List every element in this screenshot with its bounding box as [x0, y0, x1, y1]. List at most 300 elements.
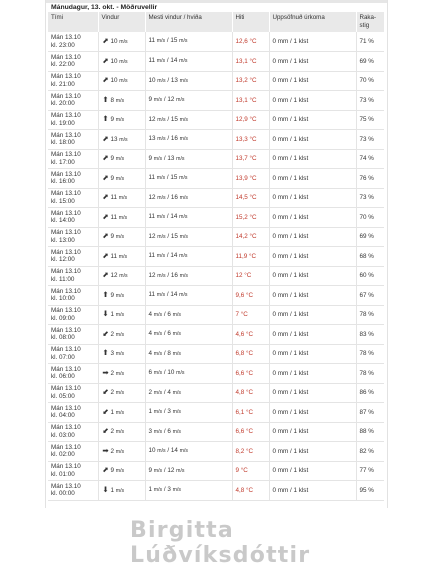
- date-text: Mán 13.10: [51, 287, 81, 295]
- max-wind-unit: m/s: [153, 331, 163, 337]
- gust-separator: /: [167, 115, 170, 123]
- hour-text: kl. 16:00: [51, 178, 75, 186]
- wind-speed: 11: [110, 194, 118, 201]
- max-wind: 2: [148, 388, 153, 396]
- humidity-cell: 78 %: [356, 344, 384, 364]
- time-cell: [48, 169, 98, 189]
- wind-cell: [98, 188, 145, 208]
- gust-cell: [145, 422, 232, 442]
- humidity-cell: 87 %: [356, 403, 384, 423]
- table-row: [48, 325, 384, 345]
- time-cell: [48, 32, 98, 52]
- arrow-s-icon: ⬇: [102, 484, 109, 494]
- precipitation-cell: 0 mm / 1 klst: [269, 110, 356, 130]
- gust-separator: /: [163, 369, 166, 376]
- max-wind: 11: [148, 252, 156, 259]
- max-wind-unit: m/s: [156, 253, 166, 259]
- gust-cell: [145, 442, 232, 462]
- wind-speed: 10: [110, 57, 118, 65]
- humidity-cell: 73 %: [356, 91, 384, 111]
- max-wind: 1: [148, 408, 153, 415]
- arrow-ne-icon: ⬈: [102, 35, 109, 45]
- precipitation-cell: 0 mm / 1 klst: [269, 403, 356, 423]
- table-row: [48, 344, 384, 364]
- precipitation-cell: 0 mm / 1 klst: [269, 169, 356, 189]
- hour-text: kl. 15:00: [51, 197, 75, 205]
- humidity-cell: 69 %: [356, 52, 384, 72]
- table-row: [48, 305, 384, 325]
- wind-unit: m/s: [115, 448, 125, 455]
- humidity-cell: 78 %: [356, 364, 384, 384]
- max-wind-unit: m/s: [157, 272, 166, 279]
- wind-cell: [98, 130, 145, 150]
- max-wind: 9: [148, 466, 153, 474]
- time-cell: [48, 149, 98, 169]
- arrow-ne-icon: ⬈: [102, 211, 109, 221]
- wind-unit: m/s: [115, 97, 125, 104]
- humidity-cell: 83 %: [356, 325, 384, 345]
- wind-unit: m/s: [119, 136, 128, 143]
- table-row: [48, 110, 384, 130]
- date-text: Mán 13.10: [51, 170, 81, 178]
- gust-unit: m/s: [179, 272, 188, 279]
- table-row: [48, 266, 384, 286]
- gust-cell: [145, 110, 232, 130]
- arrow-e-icon: ➡: [102, 445, 109, 455]
- gust-speed: 14: [170, 57, 178, 64]
- date-text: Mán 13.10: [51, 34, 81, 41]
- hour-text: kl. 12:00: [51, 256, 75, 264]
- gust-speed: 15: [170, 174, 178, 181]
- time-cell: [48, 266, 98, 286]
- table-row: [48, 208, 384, 228]
- wind-unit: m/s: [115, 117, 125, 123]
- wind-cell: [98, 32, 145, 52]
- gust-unit: m/s: [172, 311, 181, 318]
- table-row: [48, 130, 384, 150]
- gust-unit: m/s: [179, 292, 188, 298]
- gust-separator: /: [166, 37, 169, 45]
- precipitation-cell: 0 mm / 1 klst: [269, 227, 356, 247]
- date-text: Mán 13.10: [51, 112, 81, 120]
- wind-speed: 8: [110, 96, 115, 104]
- wind-speed: 1: [110, 311, 115, 318]
- wind-cell: [98, 71, 145, 91]
- hour-text: kl. 10:00: [51, 295, 75, 303]
- date-text: Mán 13.10: [51, 248, 81, 256]
- gust-separator: /: [163, 154, 166, 162]
- max-wind: 12: [148, 115, 156, 123]
- humidity-cell: 95 %: [356, 481, 384, 501]
- table-row: [48, 442, 384, 462]
- temperature-cell: 4,8 °C: [232, 481, 269, 501]
- wind-cell: [98, 344, 145, 364]
- gust-unit: m/s: [179, 448, 188, 454]
- gust-separator: /: [166, 291, 169, 298]
- humidity-cell: 70 %: [356, 208, 384, 228]
- wind-speed: 10: [110, 37, 118, 45]
- date-text: Mán 13.10: [51, 190, 81, 198]
- gust-cell: [145, 247, 232, 267]
- precipitation-cell: 0 mm / 1 klst: [269, 52, 356, 72]
- time-cell: [48, 247, 98, 267]
- arrow-n-icon: ⬆: [102, 289, 109, 299]
- time-cell: [48, 130, 98, 150]
- max-wind-unit: m/s: [156, 292, 166, 298]
- gust-speed: 14: [170, 291, 178, 298]
- gust-speed: 15: [170, 37, 178, 45]
- date-text: Mán 13.10: [51, 385, 81, 393]
- day-location-heading: Mánudagur, 13. okt. - Möðruvellir: [51, 4, 158, 11]
- temperature-cell: 13,1 °C: [232, 91, 269, 111]
- gust-speed: 10: [167, 369, 175, 376]
- wind-cell: [98, 149, 145, 169]
- arrow-sw-icon: ⬋: [102, 406, 109, 416]
- arrow-ne-icon: ⬈: [102, 231, 109, 240]
- max-wind: 9: [148, 154, 153, 162]
- humidity-cell: 74 %: [356, 149, 384, 169]
- gust-unit: m/s: [172, 350, 181, 357]
- gust-cell: [145, 227, 232, 247]
- hour-text: kl. 20:00: [51, 100, 75, 108]
- gust-separator: /: [163, 408, 166, 415]
- time-cell: [48, 110, 98, 130]
- gust-separator: /: [163, 466, 166, 474]
- precipitation-cell: 0 mm / 1 klst: [269, 364, 356, 384]
- max-wind: 4: [148, 310, 153, 318]
- arrow-sw-icon: ⬋: [102, 387, 109, 396]
- arrow-ne-icon: ⬈: [102, 465, 109, 474]
- table-row: [48, 188, 384, 208]
- gust-separator: /: [163, 349, 166, 357]
- date-text: Mán 13.10: [51, 482, 81, 490]
- precipitation-cell: 0 mm / 1 klst: [269, 32, 356, 52]
- gust-separator: /: [163, 486, 166, 493]
- max-wind-unit: m/s: [153, 409, 163, 415]
- max-wind-unit: m/s: [157, 233, 166, 240]
- max-wind-unit: m/s: [157, 194, 166, 201]
- temperature-cell: 6,1 °C: [232, 403, 269, 423]
- date-text: Mán 13.10: [51, 73, 81, 81]
- gust-unit: m/s: [172, 487, 181, 493]
- humidity-cell: 75 %: [356, 110, 384, 130]
- max-wind: 9: [148, 96, 153, 103]
- max-wind-unit: m/s: [153, 155, 163, 162]
- precipitation-cell: 0 mm / 1 klst: [269, 481, 356, 501]
- wind-cell: [98, 286, 145, 306]
- date-text: Mán 13.10: [51, 404, 81, 412]
- gust-cell: [145, 364, 232, 384]
- max-wind-unit: m/s: [157, 77, 166, 84]
- wind-speed: 12: [110, 272, 118, 279]
- gust-separator: /: [166, 213, 169, 220]
- wind-speed: 11: [110, 252, 118, 260]
- hour-text: kl. 00:00: [51, 490, 75, 498]
- table-row: [48, 422, 384, 442]
- time-cell: [48, 325, 98, 345]
- gust-separator: /: [167, 271, 170, 279]
- max-wind-unit: m/s: [156, 38, 166, 45]
- table-row: [48, 91, 384, 111]
- temperature-cell: 15,2 °C: [232, 208, 269, 228]
- table-row: [48, 247, 384, 267]
- date-text: Mán 13.10: [51, 92, 81, 100]
- gust-separator: /: [166, 57, 169, 64]
- gust-separator: /: [166, 174, 169, 181]
- gust-unit: m/s: [176, 155, 185, 162]
- time-cell: [48, 461, 98, 481]
- wind-speed: 2: [110, 330, 115, 338]
- wind-unit: m/s: [115, 351, 125, 357]
- wind-cell: [98, 364, 145, 384]
- wind-unit: m/s: [119, 38, 128, 45]
- gust-unit: m/s: [179, 194, 188, 201]
- wind-speed: 1: [110, 408, 115, 416]
- humidity-cell: 82 %: [356, 442, 384, 462]
- wind-unit: m/s: [115, 468, 125, 474]
- wind-cell: [98, 110, 145, 130]
- temperature-cell: 6,6 °C: [232, 364, 269, 384]
- precipitation-cell: 0 mm / 1 klst: [269, 208, 356, 228]
- weather-table-panel: [45, 0, 388, 508]
- temperature-cell: 14,2 °C: [232, 227, 269, 247]
- gust-unit: m/s: [179, 175, 188, 181]
- wind-speed: 11: [110, 213, 118, 221]
- hour-text: kl. 22:00: [51, 61, 75, 69]
- wind-unit: m/s: [119, 78, 128, 84]
- column-header-wind: Vindur: [98, 12, 145, 32]
- max-wind: 12: [148, 232, 156, 240]
- wind-unit: m/s: [115, 331, 125, 338]
- temperature-cell: 6,8 °C: [232, 344, 269, 364]
- hour-text: kl. 03:00: [51, 431, 75, 439]
- gust-speed: 3: [167, 486, 171, 493]
- max-wind-unit: m/s: [153, 487, 163, 493]
- gust-unit: m/s: [172, 389, 181, 396]
- precipitation-cell: 0 mm / 1 klst: [269, 247, 356, 267]
- table-row: [48, 286, 384, 306]
- arrow-ne-icon: ⬈: [102, 133, 109, 143]
- gust-speed: 16: [170, 193, 178, 201]
- gust-separator: /: [167, 232, 170, 240]
- wind-speed: 9: [110, 233, 115, 240]
- table-header-row: [48, 12, 384, 32]
- arrow-sw-icon: ⬋: [102, 328, 109, 338]
- column-header-humidity: Raka-stig: [356, 12, 384, 32]
- wind-cell: [98, 325, 145, 345]
- wind-unit: m/s: [115, 390, 125, 396]
- date-text: Mán 13.10: [51, 229, 81, 237]
- gust-unit: m/s: [172, 331, 181, 337]
- wind-unit: m/s: [115, 409, 125, 416]
- arrow-ne-icon: ⬈: [102, 55, 109, 65]
- gust-unit: m/s: [172, 428, 181, 435]
- max-wind: 12: [148, 271, 156, 279]
- column-header-temperature: Hiti: [232, 12, 269, 32]
- precipitation-cell: 0 mm / 1 klst: [269, 71, 356, 91]
- gust-separator: /: [163, 330, 166, 337]
- temperature-cell: 13,3 °C: [232, 130, 269, 150]
- temperature-cell: 8,2 °C: [232, 442, 269, 462]
- precipitation-cell: 0 mm / 1 klst: [269, 442, 356, 462]
- wind-cell: [98, 169, 145, 189]
- gust-speed: 14: [170, 447, 178, 454]
- temperature-cell: 12,6 °C: [232, 32, 269, 52]
- precipitation-cell: 0 mm / 1 klst: [269, 188, 356, 208]
- arrow-n-icon: ⬆: [102, 94, 109, 104]
- arrow-ne-icon: ⬈: [102, 192, 109, 201]
- wind-cell: [98, 383, 145, 403]
- author-signature: Birgitta Lúðvíksdóttir: [130, 518, 311, 568]
- max-wind-unit: m/s: [156, 58, 166, 64]
- gust-speed: 4: [167, 388, 171, 396]
- gust-separator: /: [163, 96, 166, 103]
- gust-cell: [145, 32, 232, 52]
- temperature-cell: 9 °C: [232, 461, 269, 481]
- wind-speed: 10: [110, 77, 118, 84]
- gust-cell: [145, 403, 232, 423]
- time-cell: [48, 305, 98, 325]
- gust-speed: 8: [167, 349, 171, 357]
- date-text: Mán 13.10: [51, 365, 81, 373]
- arrow-ne-icon: ⬈: [102, 172, 109, 182]
- hour-text: kl. 07:00: [51, 353, 75, 361]
- gust-cell: [145, 481, 232, 501]
- wind-cell: [98, 266, 145, 286]
- precipitation-cell: 0 mm / 1 klst: [269, 286, 356, 306]
- table-row: [48, 403, 384, 423]
- arrow-s-icon: ⬇: [102, 309, 109, 318]
- time-cell: [48, 481, 98, 501]
- gust-separator: /: [167, 135, 170, 142]
- hour-text: kl. 04:00: [51, 412, 75, 420]
- max-wind: 11: [148, 37, 156, 45]
- wind-speed: 2: [110, 389, 115, 396]
- precipitation-cell: 0 mm / 1 klst: [269, 91, 356, 111]
- arrow-sw-icon: ⬋: [102, 426, 109, 435]
- temperature-cell: 4,8 °C: [232, 383, 269, 403]
- wind-speed: 2: [110, 447, 115, 455]
- wind-cell: [98, 227, 145, 247]
- wind-cell: [98, 52, 145, 72]
- hour-text: kl. 17:00: [51, 158, 75, 166]
- table-row: [48, 364, 384, 384]
- temperature-cell: 11,9 °C: [232, 247, 269, 267]
- time-cell: [48, 71, 98, 91]
- time-cell: [48, 344, 98, 364]
- humidity-cell: 77 %: [356, 461, 384, 481]
- gust-separator: /: [167, 447, 170, 454]
- precipitation-cell: 0 mm / 1 klst: [269, 305, 356, 325]
- wind-cell: [98, 442, 145, 462]
- gust-separator: /: [167, 193, 170, 201]
- gust-cell: [145, 266, 232, 286]
- temperature-cell: 13,2 °C: [232, 71, 269, 91]
- wind-speed: 9: [110, 155, 115, 162]
- gust-unit: m/s: [179, 58, 188, 64]
- wind-cell: [98, 461, 145, 481]
- temperature-cell: 7 °C: [232, 305, 269, 325]
- wind-unit: m/s: [119, 273, 128, 279]
- gust-separator: /: [163, 427, 166, 435]
- time-cell: [48, 286, 98, 306]
- gust-cell: [145, 52, 232, 72]
- gust-speed: 6: [167, 330, 171, 337]
- wind-speed: 3: [110, 350, 115, 357]
- arrow-ne-icon: ⬈: [102, 75, 109, 84]
- max-wind: 11: [148, 57, 156, 64]
- wind-cell: [98, 403, 145, 423]
- gust-cell: [145, 344, 232, 364]
- gust-separator: /: [163, 310, 166, 318]
- hour-text: kl. 14:00: [51, 217, 75, 225]
- max-wind-unit: m/s: [153, 389, 163, 396]
- precipitation-cell: 0 mm / 1 klst: [269, 325, 356, 345]
- table-row: [48, 227, 384, 247]
- wind-unit: m/s: [118, 195, 128, 201]
- hour-text: kl. 06:00: [51, 373, 75, 381]
- temperature-cell: 6,6 °C: [232, 422, 269, 442]
- time-cell: [48, 403, 98, 423]
- gust-cell: [145, 149, 232, 169]
- time-cell: [48, 364, 98, 384]
- temperature-cell: 4,6 °C: [232, 325, 269, 345]
- gust-speed: 14: [170, 252, 178, 259]
- max-wind-unit: m/s: [156, 175, 166, 181]
- gust-speed: 13: [167, 154, 175, 162]
- time-cell: [48, 52, 98, 72]
- wind-unit: m/s: [115, 312, 125, 318]
- wind-speed: 9: [110, 174, 115, 182]
- wind-unit: m/s: [118, 253, 128, 260]
- hour-text: kl. 01:00: [51, 470, 75, 478]
- temperature-cell: 13,9 °C: [232, 169, 269, 189]
- temperature-cell: 14,5 °C: [232, 188, 269, 208]
- gust-speed: 6: [167, 310, 171, 318]
- gust-unit: m/s: [179, 214, 188, 220]
- max-wind: 11: [148, 291, 156, 298]
- humidity-cell: 69 %: [356, 227, 384, 247]
- gust-unit: m/s: [176, 370, 185, 376]
- table-row: [48, 461, 384, 481]
- humidity-cell: 88 %: [356, 422, 384, 442]
- humidity-cell: 73 %: [356, 188, 384, 208]
- humidity-cell: 78 %: [356, 305, 384, 325]
- gust-unit: m/s: [179, 253, 188, 259]
- arrow-e-icon: ➡: [102, 367, 109, 377]
- arrow-n-icon: ⬆: [102, 348, 109, 357]
- hour-text: kl. 09:00: [51, 314, 75, 322]
- gust-cell: [145, 305, 232, 325]
- table-row: [48, 52, 384, 72]
- precipitation-cell: 0 mm / 1 klst: [269, 266, 356, 286]
- date-text: Mán 13.10: [51, 209, 81, 217]
- arrow-n-icon: ⬆: [102, 114, 109, 123]
- humidity-cell: 70 %: [356, 71, 384, 91]
- humidity-cell: 60 %: [356, 266, 384, 286]
- hour-text: kl. 13:00: [51, 236, 75, 244]
- date-text: Mán 13.10: [51, 424, 81, 432]
- arrow-ne-icon: ⬈: [102, 153, 109, 162]
- max-wind-unit: m/s: [153, 311, 163, 318]
- temperature-cell: 9,6 °C: [232, 286, 269, 306]
- gust-separator: /: [163, 388, 166, 396]
- date-text: Mán 13.10: [51, 307, 81, 315]
- gust-cell: [145, 91, 232, 111]
- date-text: Mán 13.10: [51, 268, 81, 276]
- wind-cell: [98, 91, 145, 111]
- gust-cell: [145, 383, 232, 403]
